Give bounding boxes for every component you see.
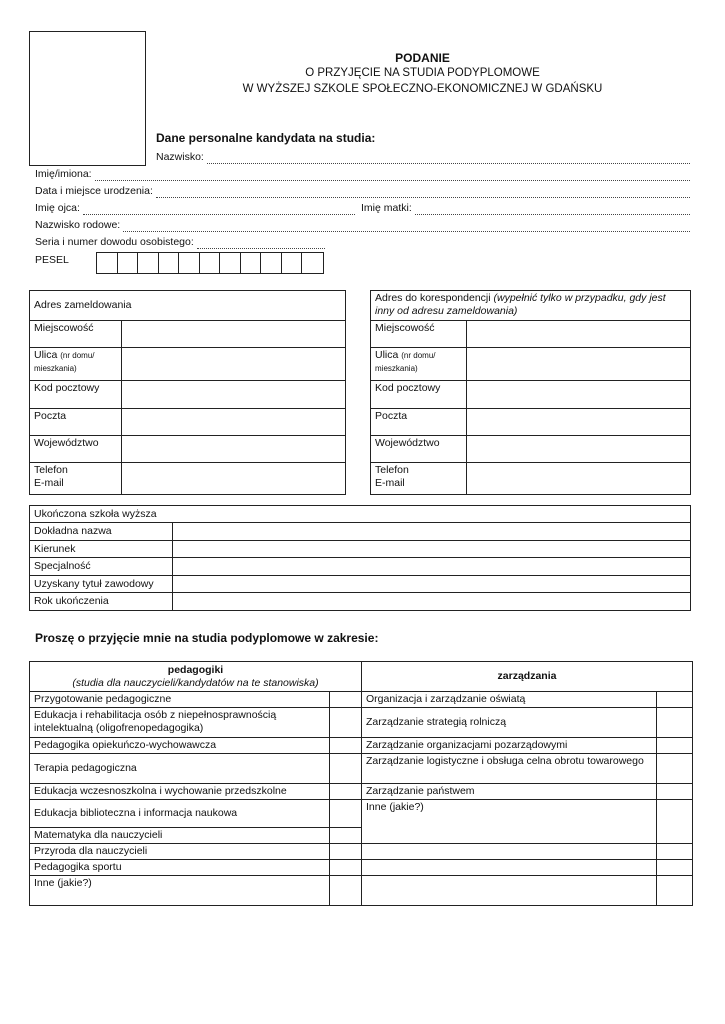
- corr-street-label: [371, 348, 467, 381]
- corr-street-label-text: Ulica: [375, 349, 399, 361]
- pesel-digit-box[interactable]: [220, 253, 241, 273]
- course-right-checkbox[interactable]: [657, 692, 693, 708]
- reg-province-label: Województwo: [30, 436, 122, 463]
- course-right-empty: [362, 876, 657, 906]
- course-right-checkbox[interactable]: [657, 738, 693, 754]
- university-year-label: Rok ukończenia: [30, 593, 173, 611]
- id-number-label: Seria i numer dowodu osobistego:: [35, 236, 194, 248]
- corr-title-plain: Adres do korespondencji: [375, 292, 491, 304]
- request-title: Proszę o przyjęcie mnie na studia podyplomowe w zakresie:: [35, 631, 379, 645]
- university-degree-input[interactable]: [173, 576, 691, 593]
- university-specialty-input[interactable]: [173, 558, 691, 576]
- pedagogy-subtitle: (studia dla nauczycieli/kandydatów na te stanowiska): [72, 676, 319, 689]
- course-left-label: Przygotowanie pedagogiczne: [30, 692, 330, 708]
- first-names-input-line[interactable]: [95, 171, 690, 181]
- reg-city-input[interactable]: [122, 321, 346, 348]
- corr-contact-input[interactable]: [467, 463, 691, 495]
- university-field-label: Kierunek: [30, 541, 173, 558]
- mother-name-label: Imię matki:: [361, 202, 412, 214]
- reg-street-note2: mieszkania): [34, 364, 77, 373]
- first-names-field[interactable]: [35, 168, 690, 181]
- course-right-checkbox[interactable]: [657, 844, 693, 860]
- corr-post-input[interactable]: [467, 409, 691, 436]
- pesel-digit-box[interactable]: [241, 253, 262, 273]
- corr-email-label: E-mail: [375, 477, 405, 489]
- document-subtitle-line2: W WYŻSZEJ SZKOLE SPOŁECZNO-EKONOMICZNEJ W GDAŃSKU: [242, 83, 603, 95]
- corr-post-label: Poczta: [371, 409, 467, 436]
- pesel-digit-box[interactable]: [200, 253, 221, 273]
- pesel-digit-box[interactable]: [118, 253, 139, 273]
- father-name-input-line[interactable]: [83, 205, 355, 215]
- pedagogy-header: [30, 662, 362, 692]
- course-right-checkbox[interactable]: [657, 708, 693, 738]
- course-right-checkbox[interactable]: [657, 876, 693, 906]
- reg-postcode-label: Kod pocztowy: [30, 381, 122, 409]
- pesel-digit-box[interactable]: [138, 253, 159, 273]
- course-left-checkbox[interactable]: [330, 828, 362, 844]
- corr-street-note1: (nr domu/: [401, 351, 436, 360]
- mother-name-field[interactable]: [361, 202, 690, 215]
- course-right-empty: [362, 860, 657, 876]
- course-left-label: Terapia pedagogiczna: [30, 754, 330, 784]
- course-right-empty: [362, 844, 657, 860]
- photo-box: [29, 31, 146, 166]
- course-left-checkbox[interactable]: [330, 738, 362, 754]
- reg-street-label-text: Ulica: [34, 349, 58, 361]
- university-name-label: Dokładna nazwa: [30, 523, 173, 541]
- pesel-digit-box[interactable]: [179, 253, 200, 273]
- course-left-checkbox[interactable]: [330, 692, 362, 708]
- corr-street-input[interactable]: [467, 348, 691, 381]
- surname-label: Nazwisko:: [156, 151, 204, 163]
- corr-province-input[interactable]: [467, 436, 691, 463]
- reg-street-label: [30, 348, 122, 381]
- course-left-checkbox[interactable]: [330, 708, 362, 738]
- course-right-checkbox[interactable]: [657, 860, 693, 876]
- surname-field[interactable]: [156, 151, 690, 164]
- corr-contact-label: [371, 463, 467, 495]
- first-names-label: Imię/imiona:: [35, 168, 92, 180]
- family-name-label: Nazwisko rodowe:: [35, 219, 121, 231]
- reg-post-input[interactable]: [122, 409, 346, 436]
- pesel-boxes: [96, 252, 324, 274]
- management-header: zarządzania: [362, 662, 693, 692]
- father-name-label: Imię ojca:: [35, 202, 80, 214]
- reg-city-label: Miejscowość: [30, 321, 122, 348]
- course-left-checkbox[interactable]: [330, 784, 362, 800]
- pesel-label: PESEL: [35, 254, 69, 266]
- reg-contact-label: [30, 463, 122, 495]
- university-title: Ukończona szkoła wyższa: [30, 506, 691, 523]
- university-year-input[interactable]: [173, 593, 691, 611]
- course-left-checkbox[interactable]: [330, 844, 362, 860]
- pesel-digit-box[interactable]: [261, 253, 282, 273]
- course-left-label: Pedagogika sportu: [30, 860, 330, 876]
- reg-postcode-input[interactable]: [122, 381, 346, 409]
- course-right-checkbox[interactable]: [657, 754, 693, 784]
- course-right-checkbox[interactable]: [657, 800, 693, 844]
- course-right-label: Zarządzanie logistyczne i obsługa celna obrotu towarowego: [362, 754, 657, 784]
- corr-postcode-input[interactable]: [467, 381, 691, 409]
- family-name-input-line[interactable]: [123, 222, 690, 232]
- course-left-label: Przyroda dla nauczycieli: [30, 844, 330, 860]
- course-right-label: Organizacja i zarządzanie oświatą: [362, 692, 657, 708]
- university-specialty-label: Specjalność: [30, 558, 173, 576]
- university-table: [29, 505, 691, 611]
- corr-city-input[interactable]: [467, 321, 691, 348]
- corr-phone-label: Telefon: [375, 464, 409, 476]
- course-left-checkbox[interactable]: [330, 800, 362, 828]
- pesel-digit-box[interactable]: [159, 253, 180, 273]
- course-right-checkbox[interactable]: [657, 784, 693, 800]
- university-field-input[interactable]: [173, 541, 691, 558]
- pesel-digit-box[interactable]: [282, 253, 303, 273]
- course-left-label: Matematyka dla nauczycieli: [30, 828, 330, 844]
- course-right-label: Inne (jakie?): [362, 800, 657, 844]
- course-right-label: Zarządzanie strategią rolniczą: [362, 708, 657, 738]
- pesel-digit-box[interactable]: [97, 253, 118, 273]
- correspondence-address-title: [371, 291, 691, 321]
- corr-province-label: Województwo: [371, 436, 467, 463]
- personal-section-title: Dane personalne kandydata na studia:: [156, 131, 376, 145]
- course-left-label: Edukacja i rehabilitacja osób z niepełnosprawnością intelektualną (oligofrenopedagogika): [30, 708, 330, 738]
- corr-postcode-label: Kod pocztowy: [371, 381, 467, 409]
- reg-phone-label: Telefon: [34, 464, 68, 476]
- course-left-label: Pedagogika opiekuńczo-wychowawcza: [30, 738, 330, 754]
- reg-street-input[interactable]: [122, 348, 346, 381]
- surname-input-line[interactable]: [207, 154, 690, 164]
- course-left-label: Edukacja wczesnoszkolna i wychowanie przedszkolne: [30, 784, 330, 800]
- reg-contact-input[interactable]: [122, 463, 346, 495]
- reg-street-note1: (nr domu/: [60, 351, 95, 360]
- id-number-field[interactable]: [35, 236, 325, 249]
- course-right-label: Zarządzanie państwem: [362, 784, 657, 800]
- reg-post-label: Poczta: [30, 409, 122, 436]
- course-left-label: Edukacja biblioteczna i informacja naukowa: [30, 800, 330, 828]
- mother-name-input-line[interactable]: [415, 205, 690, 215]
- document-subtitle-line1: O PRZYJĘCIE NA STUDIA PODYPLOMOWE: [305, 67, 540, 79]
- family-name-field[interactable]: [35, 219, 690, 232]
- university-name-input[interactable]: [173, 523, 691, 541]
- corr-city-label: Miejscowość: [371, 321, 467, 348]
- pesel-digit-box[interactable]: [302, 253, 323, 273]
- id-number-input-line[interactable]: [197, 239, 325, 249]
- university-degree-label: Uzyskany tytuł zawodowy: [30, 576, 173, 593]
- reg-email-label: E-mail: [34, 477, 64, 489]
- reg-province-input[interactable]: [122, 436, 346, 463]
- registered-address-title: Adres zameldowania: [30, 291, 346, 321]
- birth-label: Data i miejsce urodzenia:: [35, 185, 153, 197]
- document-title: PODANIE: [395, 51, 450, 65]
- course-selection-table: [29, 661, 693, 906]
- course-left-label: Inne (jakie?): [30, 876, 330, 906]
- course-right-label: Zarządzanie organizacjami pozarządowymi: [362, 738, 657, 754]
- registered-address-table: [29, 290, 346, 495]
- course-left-checkbox[interactable]: [330, 876, 362, 906]
- corr-street-note2: mieszkania): [375, 364, 418, 373]
- birth-input-line[interactable]: [156, 188, 690, 198]
- father-name-field[interactable]: [35, 202, 355, 215]
- correspondence-address-table: [370, 290, 691, 495]
- birth-field[interactable]: [35, 185, 690, 198]
- course-left-checkbox[interactable]: [330, 754, 362, 784]
- corr-title-italic: (wypełnić tylko w przypadku, gdy jest inny od adresu zameldowania): [375, 292, 666, 317]
- pedagogy-title: pedagogiki: [167, 663, 224, 676]
- course-left-checkbox[interactable]: [330, 860, 362, 876]
